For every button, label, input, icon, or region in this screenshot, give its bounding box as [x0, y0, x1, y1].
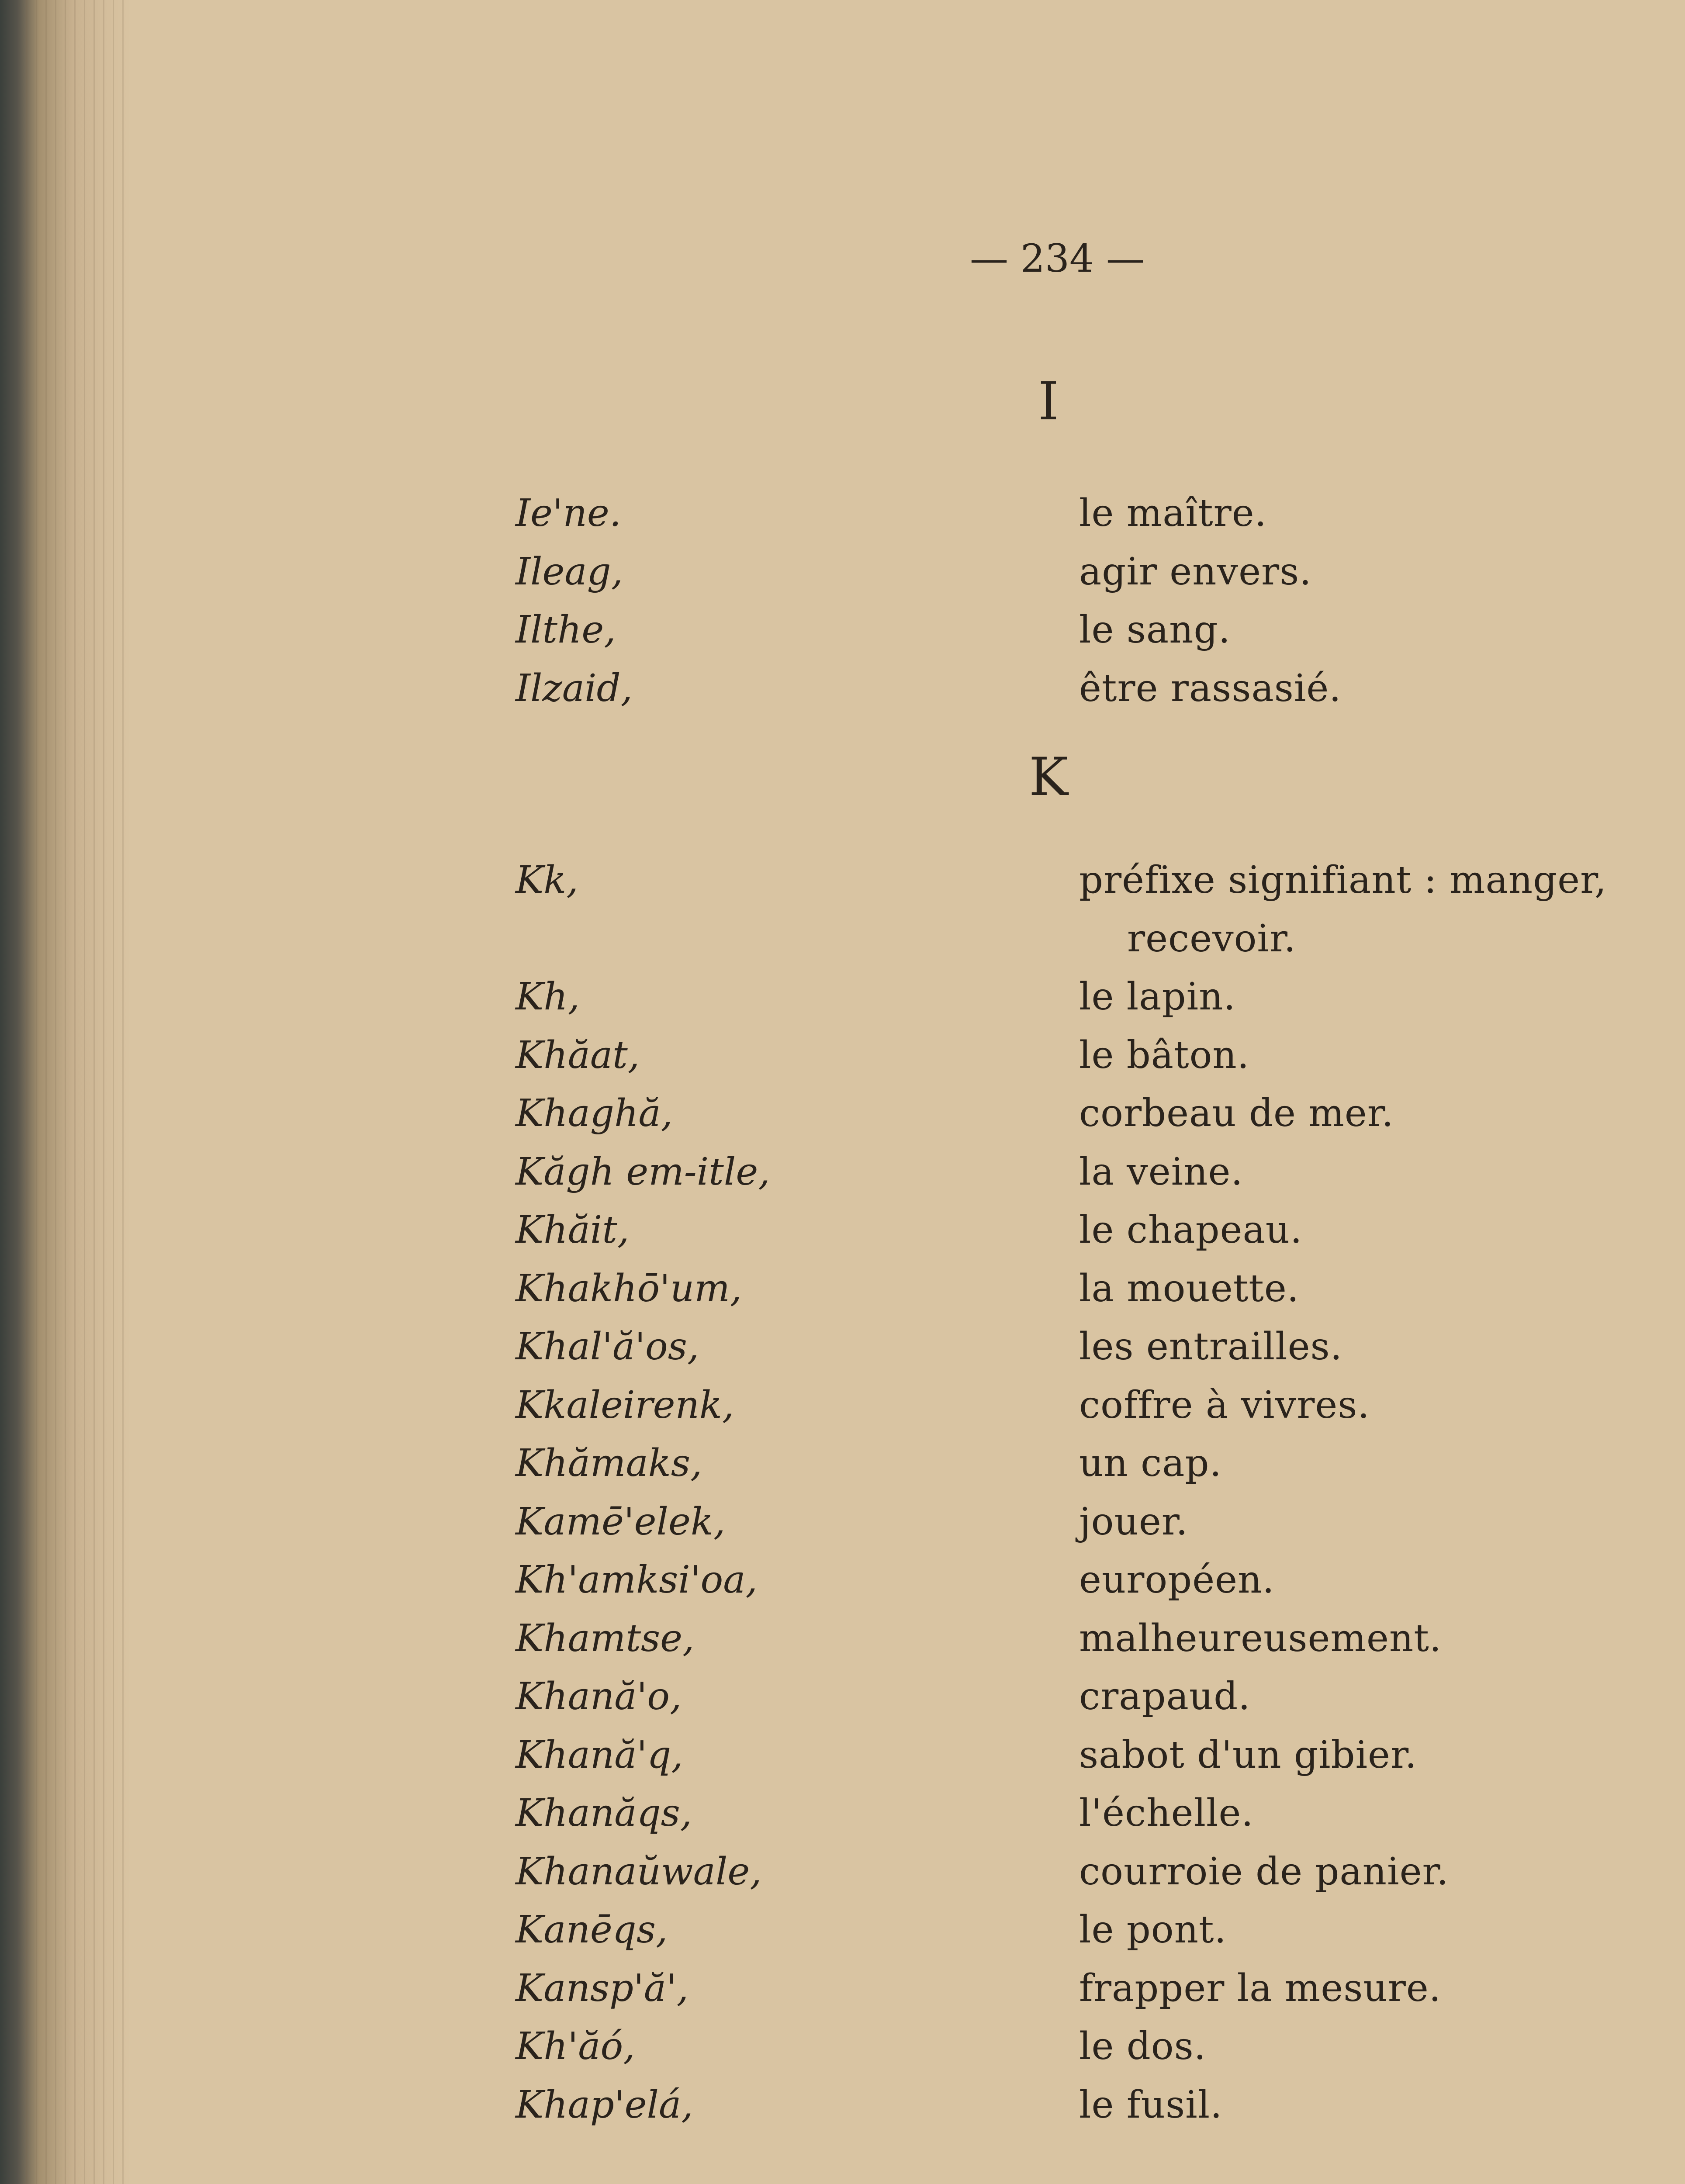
- entry-term: Khamtse,: [516, 1616, 695, 1660]
- entry-term: Kanēqs,: [516, 1908, 668, 1952]
- section-letter: I: [1038, 371, 1059, 432]
- entry-term: Khanăqs,: [516, 1791, 692, 1835]
- entry-term: Kamē'elek,: [516, 1500, 726, 1544]
- entry-term: Ilthe,: [516, 608, 616, 652]
- dictionary-entry: [0, 1675, 1685, 1731]
- entry-definition: préfixe signifiant : manger,: [1079, 858, 1607, 902]
- entry-term: Kk,: [516, 858, 578, 902]
- dictionary-entry: [0, 1325, 1685, 1382]
- entry-definition: le maître.: [1079, 491, 1267, 535]
- dictionary-entry: [0, 1908, 1685, 1965]
- dictionary-entry: [0, 1267, 1685, 1324]
- dictionary-entry: [0, 2025, 1685, 2081]
- entry-term: Kh,: [516, 975, 580, 1019]
- entry-definition: la mouette.: [1079, 1266, 1300, 1310]
- entry-definition: jouer.: [1079, 1500, 1188, 1544]
- dictionary-entry: [0, 1208, 1685, 1265]
- entry-definition: le fusil.: [1079, 2083, 1223, 2127]
- entry-term: Khap'elá,: [516, 2083, 693, 2127]
- dictionary-entry: [0, 1500, 1685, 1557]
- dictionary-entry: [0, 1966, 1685, 2023]
- section-letter: K: [1029, 747, 1068, 808]
- entry-definition: le chapeau.: [1079, 1208, 1303, 1252]
- entry-term: Khanaŭwale,: [516, 1849, 762, 1894]
- dictionary-entry: [0, 1383, 1685, 1440]
- dictionary-entry: [0, 1033, 1685, 1090]
- entry-definition: coffre à vivres.: [1079, 1383, 1370, 1427]
- entry-definition: malheureusement.: [1079, 1616, 1442, 1660]
- entry-definition: sabot d'un gibier.: [1079, 1733, 1417, 1777]
- dictionary-entry: [0, 1791, 1685, 1848]
- entry-definition: l'échelle.: [1079, 1791, 1254, 1835]
- entry-term: Khaghă,: [516, 1092, 673, 1135]
- entry-definition: le sang.: [1079, 608, 1231, 652]
- entry-term: Khăat,: [516, 1033, 640, 1077]
- entry-term: Khămaks,: [516, 1441, 702, 1485]
- dictionary-entry: [0, 975, 1685, 1032]
- dictionary-entry: [0, 550, 1685, 607]
- entry-term: Khană'q,: [516, 1733, 683, 1777]
- entry-definition: européen.: [1079, 1558, 1275, 1602]
- dictionary-entry: [0, 858, 1685, 915]
- entry-term: Kh'ăó,: [516, 2025, 635, 2068]
- dictionary-entry: [0, 1558, 1685, 1615]
- entry-definition: les entrailles.: [1079, 1325, 1342, 1368]
- entry-term: Khană'o,: [516, 1675, 682, 1718]
- dictionary-entry: [0, 1441, 1685, 1498]
- entry-definition: le lapin.: [1079, 975, 1236, 1019]
- entry-definition: frapper la mesure.: [1079, 1966, 1442, 2010]
- entry-term: Ileag,: [516, 549, 623, 594]
- entry-term: Kăgh em-itle,: [516, 1150, 770, 1194]
- entry-definition: corbeau de mer.: [1079, 1092, 1394, 1135]
- entry-term: Ie'ne.: [516, 491, 622, 535]
- dictionary-entry: [0, 667, 1685, 723]
- dictionary-entry: [0, 2083, 1685, 2140]
- entry-definition: la veine.: [1079, 1150, 1243, 1194]
- dictionary-entry: [0, 1092, 1685, 1148]
- entry-definition: le pont.: [1079, 1908, 1227, 1952]
- dictionary-entry: [0, 1850, 1685, 1907]
- page-number: — 234 —: [970, 236, 1145, 281]
- dictionary-entry: [0, 608, 1685, 665]
- entry-term: Kh'amksi'oa,: [516, 1558, 758, 1602]
- entry-term: Khakhō'um,: [516, 1266, 742, 1310]
- entry-term: Ilzaid,: [516, 666, 633, 710]
- entry-term: Kkaleirenk,: [516, 1383, 734, 1427]
- entry-definition-continuation: recevoir.: [1127, 916, 1296, 961]
- entry-definition: être rassasié.: [1079, 666, 1342, 710]
- dictionary-entry: [0, 1733, 1685, 1790]
- entry-term: Kansp'ă',: [516, 1966, 689, 2010]
- entry-definition: le bâton.: [1079, 1033, 1250, 1077]
- entry-term: Khal'ă'os,: [516, 1325, 699, 1368]
- entry-definition: le dos.: [1079, 2025, 1207, 2068]
- entry-definition: agir envers.: [1079, 549, 1312, 594]
- dictionary-entry: [0, 1617, 1685, 1673]
- entry-definition: crapaud.: [1079, 1675, 1251, 1718]
- entry-definition: courroie de panier.: [1079, 1849, 1449, 1894]
- entry-term: Khăit,: [516, 1208, 630, 1252]
- dictionary-entry: [0, 491, 1685, 548]
- entry-definition: un cap.: [1079, 1441, 1222, 1485]
- dictionary-entry: [0, 1150, 1685, 1207]
